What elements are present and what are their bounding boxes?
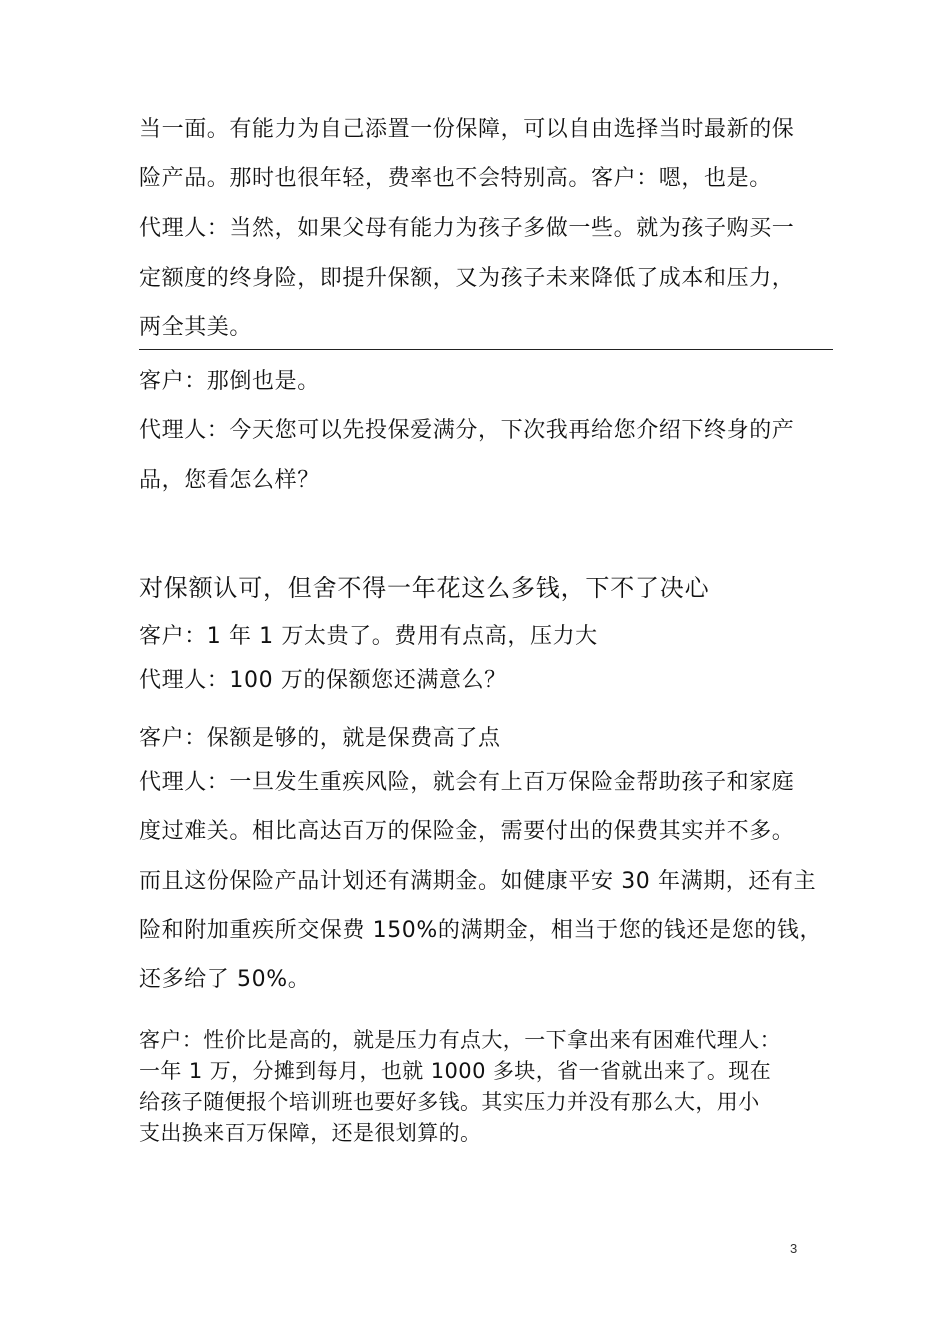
paragraph-line: 度过难关。相比高达百万的保险金，需要付出的保费其实并不多。 (139, 819, 795, 844)
dialogue-line-customer: 客户：1 年 1 万太贵了。费用有点高，压力大 (139, 624, 598, 649)
paragraph-line: 定额度的终身险，即提升保额，又为孩子未来降低了成本和压力， (139, 266, 795, 291)
dialogue-line-customer: 客户：保额是够的，就是保费高了点 (139, 726, 501, 751)
paragraph-line: 当一面。有能力为自己添置一份保障，可以自由选择当时最新的保 (139, 117, 795, 142)
paragraph-line: 品，您看怎么样？ (139, 468, 320, 493)
paragraph-line: 给孩子随便报个培训班也要好多钱。其实压力并没有那么大，用小 (139, 1090, 760, 1114)
paragraph-line: 险产品。那时也很年轻，费率也不会特别高。客户：嗯，也是。 (139, 166, 772, 191)
dialogue-line-agent: 代理人：一旦发生重疾风险，就会有上百万保险金帮助孩子和家庭 (139, 770, 795, 795)
dialogue-line-agent: 代理人：今天您可以先投保爱满分，下次我再给您介绍下终身的产 (139, 418, 795, 443)
section-heading: 对保额认可，但舍不得一年花这么多钱，下不了决心 (139, 574, 710, 602)
dialogue-line-agent: 代理人：当然，如果父母有能力为孩子多做一些。就为孩子购买一 (139, 216, 795, 241)
paragraph-line: 而且这份保险产品计划还有满期金。如健康平安 30 年满期，还有主 (139, 869, 817, 894)
paragraph-line: 一年 1 万，分摊到每月，也就 1000 多块，省一省就出来了。现在 (139, 1059, 772, 1083)
paragraph-line: 险和附加重疾所交保费 150%的满期金，相当于您的钱还是您的钱， (139, 918, 823, 943)
dialogue-line-customer: 客户：那倒也是。 (139, 369, 320, 394)
dialogue-line-agent: 代理人：100 万的保额您还满意么？ (139, 668, 507, 693)
page-number: 3 (790, 1241, 798, 1256)
dialogue-line-customer: 客户：性价比是高的，就是压力有点大，一下拿出来有困难代理人： (139, 1028, 781, 1052)
horizontal-divider (139, 349, 833, 350)
paragraph-line: 还多给了 50%。 (139, 967, 311, 992)
paragraph-line: 两全其美。 (139, 315, 253, 340)
paragraph-line: 支出换来百万保障，还是很划算的。 (139, 1121, 482, 1145)
